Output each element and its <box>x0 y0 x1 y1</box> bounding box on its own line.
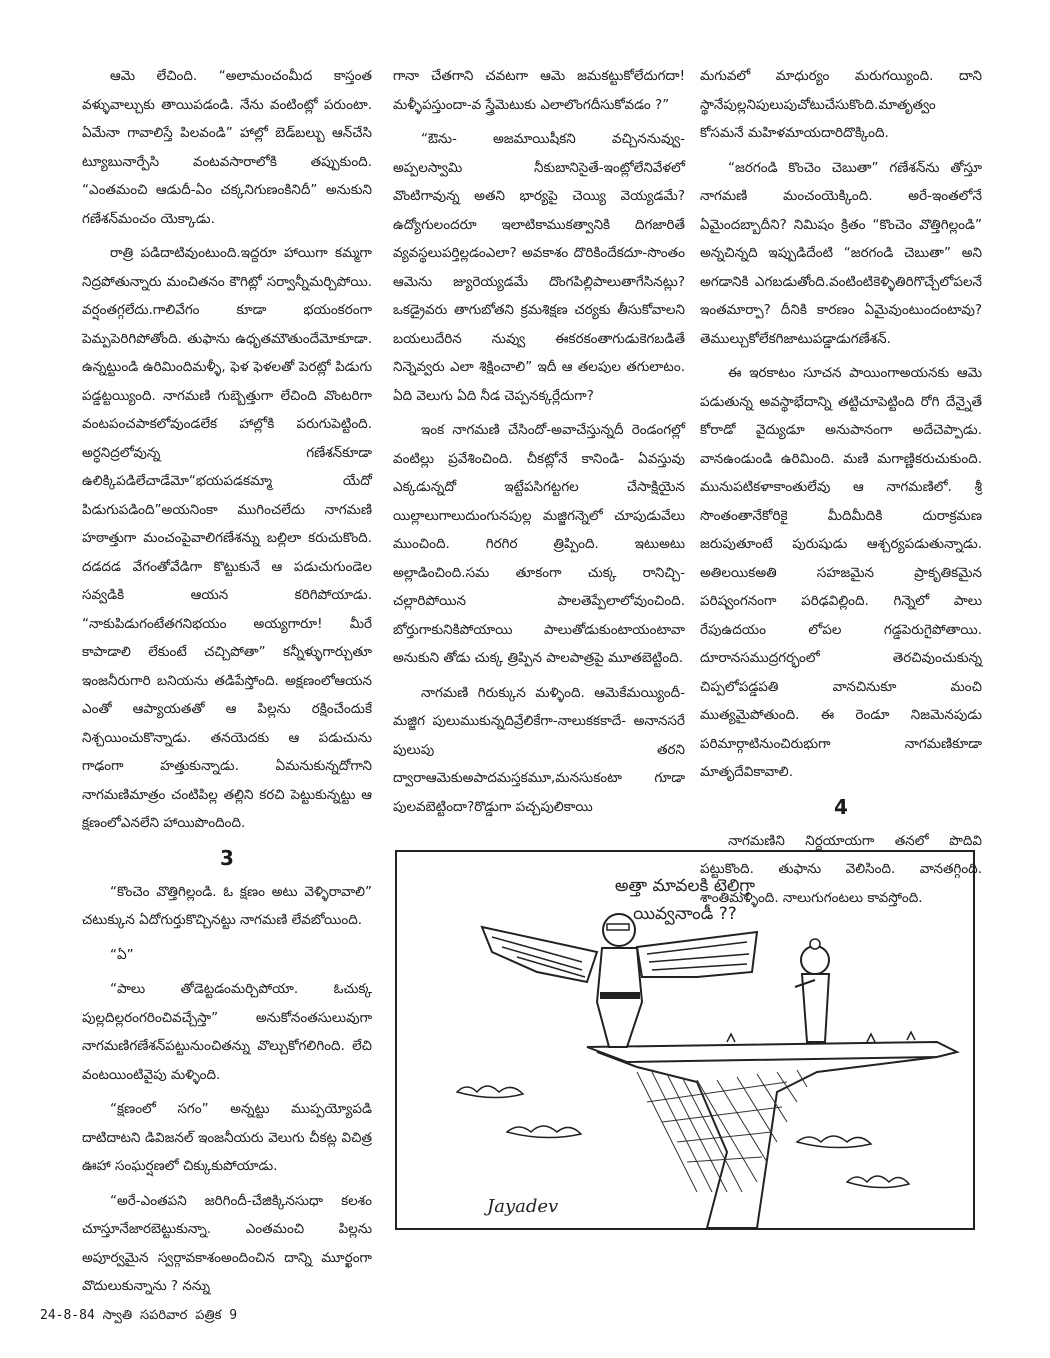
paragraph: మగువలో మాధుర్యం మరుగయ్యింది. దాని స్థానేపుల్లనిపులుపుచోటుచేసుకొంది.మాతృత్వం కోసమనే మహిళమాయదారిదొక్కింది. <box>700 68 982 141</box>
caption-line: యివ్వనాండీ ?? <box>633 904 737 924</box>
paragraph: “పాలు తోడెట్టడంమర్చిపోయా. ఓచుక్క పుల్లదిల్లరంగరించివచ్చేస్తా” అనుకోనంతసులువుగా నాగమణిగణేశన్‌పట్టునుంచితన్ను వొల్చుకోగలిగింది. లేచి వంటయింటివైపు మళ్ళింది. <box>82 981 372 1083</box>
paragraph: “క్షణంలో సగం” అన్నట్టు ముప్పయ్యోపడి దాటిదాటని డివిజనల్ ఇంజనీయరు వెలుగు చీకట్ల విచిత్ర ఊహా సంఘర్షణలో చిక్కుకుపోయాడు. <box>82 1101 372 1174</box>
clouds <box>457 1086 909 1188</box>
paragraph: నాగమణిని నిర్దయాయగా తనలో పొదివి పట్టుకొంది. తుఫాను వెలిసింది. వానతగ్గింది. శాంతిమళ్ళింది. నాలుగుగంటలు కావస్తోంది. <box>700 832 982 906</box>
cliff-face <box>597 1052 937 1228</box>
text-column-2 <box>393 62 685 827</box>
man-belt <box>600 992 640 999</box>
caption-line: అత్తా మావలకి టెలిగ్రా <box>614 876 756 896</box>
paragraph: “కొంచెం వొత్తిగిల్లండి. ఓ క్షణం అటు వెళ్ళిరావాలి” చటుక్కున ఏదోగుర్తుకొచ్చినట్టు నాగమణి లేవబోయింది. <box>82 883 372 928</box>
left-wing <box>482 927 597 982</box>
section-number: 3 <box>220 845 234 870</box>
paragraph: “ఔను- అజమాయిషీకని వచ్చిననువ్వు-అప్పలస్వామి నీకుబానిసైతే-ఇంట్లోలేనివేళలో వొంటిగావున్న అతని భార్యపై చెయ్యి వెయ్యడమే? ఉద్యోగులందరూ ఇలాటికాముకత్వానికి దిగజారితే వ్యవస్థలుపర్తిల్లడంఎలా? అవకాశం దొరికిందేకదూ-సొంతం ఆమెను జ్యురెయ్యడమే దొంగపిల్లిపాలుతాగేసినట్లు? ఒకడ్రైవరు తాగుబోతని క్రమశిక్షణ చర్యకు తీసుకోవాలని బయలుదేరిన నువ్వు ఈకరకంతాగుడుకెగబడితే నిన్నెవ్వరు ఎలా శిక్షించాలి” ఇదీ ఆ తలపుల తగులాటం. ఏది వెలుగు ఏది నీడ చెప్పనక్కర్లేదుగా? <box>393 131 685 404</box>
woman-head <box>801 946 829 974</box>
cartoon-illustration <box>395 850 975 1230</box>
paragraph: “జరగండి కొంచెం చెబుతా” గణేశన్‌ను తోస్తూ నాగమణి మంచంయెక్కింది. అరే-ఇంతలోనే ఏమైందబ్బాదీని? నిమిషం క్రితం “కొంచెం వొత్తిగిల్లండి” అన్నచిన్నది ఇప్పుడిదేంటి “జరగండి చెబుతా” అని అగడానికి ఎగబడుతోంది.వంటింటికెళ్ళితిరిగొచ్చేలోపలనే ఇంతమార్పా? దీనికి కారణం ఏమైవుంటుందంటావు? తెముల్చుకోలేకగిజాటుపడ్డాడుగణేశన్. <box>700 159 982 347</box>
page-footer: 24-8-84 స్వాతి సపరివార పత్రిక 9 <box>40 1308 238 1323</box>
paragraph: నాగమణి గిరుక్కున మళ్ళింది. ఆమెకేమయ్యిందీ- మజ్జిగ పులుముకున్నదివ్రేలికేగా-నాలుకకకాదే- అనానసరే పులుపు తరని ద్వారాఆమెకుఅపాదమస్తకమూ,మనసుకంటా గూడా పులవబెట్టిందా?రొడ్డుగా పచ్చపులికాయి <box>393 684 685 815</box>
paragraph: రాత్రి పడిదాటివుంటుంది.ఇద్దరూ హాయిగా కమ్మగా నిద్రపోతున్నారు మంచితనం కౌగిట్లో సర్వాన్నీమర్చిపోయి. వర్షంతగ్గలేదు.గాలివేగం కూడా భయంకరంగా పెమ్పపెరిగిపోతోంది. తుఫాను ఉధృతమౌతుందేమోకూడా. ఉన్నట్టుండి ఉరిమిందిమళ్ళీ, ఫెళ ఫెళలతో పెరట్లో పిడుగు పడ్డట్టయ్యింది. నాగమణి గుబ్బెత్తుగా లేచింది వొంటరిగా వంటపంచపాకలోవుండలేక హాల్లోకి పరుగుపెట్టింది. అర్ధనిద్రలోవున్న గణేశన్‌కూడా ఉలిక్కిపడిలేచాడేమో“భయపడకమ్మా యేదో పిడుగుపడింది”అయనింకా ముగించలేదు నాగమణి హఠాత్తుగా మంచంపైవాలిగణేశన్ను బల్లిలా కరుచుకొంది. దడదడ వేగంతోవేడిగా కొట్టుకునే ఆ పడుచుగుండెల సవ్వడికి ఆయన కరిగిపోయాడు. “నాకుపిడుగంటేతగనిభయం అయ్యగారూ! మీరే కాపాడాలి లేకుంటే చచ్చిపోతా” కన్నీళ్ళుగార్చుతూ ఇంజనీరుగారి బనియను తడిపేస్తోంది. అక్షణంలోఆయన ఎంతో ఆప్యాయతతో ఆ పిల్లను రక్షించేందుకే నిశ్చయించుకొన్నాడు. తనయెదకు ఆ పడుచును గాఢంగా హత్తుకున్నాడు. ఏమనుకున్నదోగాని నాగమణిమాత్రం చంటిపిల్ల తల్లిని కరచి పెట్టుకున్నట్టు ఆ క్షణంలోఎనలేని హాయిపొందింది. <box>82 245 372 831</box>
paragraph: గానా చేతగాని చవటగా ఆమె జమకట్టుకోలేదుగదా! మళ్ళీపస్తుందా-వ స్త్రేమెటుకు ఎలాలొంగదీసుకోవడం ?” <box>393 68 685 113</box>
paragraph: “ఏ” <box>110 946 134 963</box>
woman-body <box>802 974 829 1042</box>
woman-hair-bun <box>810 939 820 949</box>
section-number: 4 <box>834 794 848 819</box>
artist-signature: Jayadev <box>487 1196 559 1217</box>
text-column-1 <box>82 62 372 1307</box>
text-column-3 <box>700 62 982 918</box>
paragraph: “అరే-ఎంతపని జరిగిందీ-చేజిక్కినసుధా కలశం చూస్తూనేజారబెట్టుకున్నా. ఎంతమంచి పిల్లను అపూర్వమైన స్వర్గావకాశంఅందించిన దాన్ని మూర్ఖంగా వొదులుకున్నాను ? నన్ను <box>82 1192 372 1294</box>
cliff-edge <box>587 1042 957 1062</box>
paragraph: ఈ ఇరకాటం సూచన పాయింగాఅయనకు ఆమె పడుతున్న అవస్థాభేదాన్ని తట్టిచూపెట్టింది రోగి దేన్నైతే కోరాడో వైద్యుడూ అనుపానంగా అదేచెప్పాడు. వానఉండుండి ఉరిమింది. మణి మగాణ్ణికరుచుకుంది. మునుపటికళాకాంతులేవు ఆ నాగమణిలో. శ్రీ సొంతంతానేకోరికై మీదిమీదికి దురాక్రమణ జరుపుతూంటే పురుషుడు ఆశ్చర్యపడుతున్నాడు. అతిలయికఅతి సహజమైన ప్రాకృతికమైన పరిష్వంగనంగా పరిఢవిల్లింది. గిన్నెలో పాలు రేపుఉదయం లోపల గడ్డపెరుగైపోతాయి. దూరానసముద్రగర్భంలో తెరచివుంచుకున్న చిప్పలోపడ్డపతి వానచినుకూ మంచి ముత్యమైపోతుంది. ఈ రెండూ నిజమెనపుడు పరిమార్గాటినుంచిరుభుగా నాగమణికూడా మాతృదేవికావాలి. <box>700 365 982 780</box>
paragraph: ఇంక నాగమణి చేసిందో-అవాచేస్తున్నదీ రెండంగల్లో వంటిల్లు ప్రవేశించింది. చీకట్లోనే కానిండి- ఏవస్తువు ఎక్కడున్నదో ఇట్టేపసిగట్టగల చేసాక్షియైన యిల్లాలుగాలుదుంగునపుల్ల మజ్జిగన్నెలో చూపుడువేలు ముంచింది. గిరగిర త్రిప్పింది. ఇటుఅటు అల్లాడించింది.సమ తూకంగా చుక్క రానిచ్చి-చల్లారిపోయిన పాలతెప్పేలాలోవుంచింది. బోర్తుగాకునికిపోయాయి పాలుతోడుకుంటాయంటావా అనుకుని తోడు చుక్క త్రిప్పిన పాలపాత్రపై మూతబెట్టింది. <box>393 422 685 666</box>
paragraph: ఆమె లేచింది. “అలామంచంమీద కాస్తంత వళ్ళువాల్చుకు తాయిపడండి. నేను వంటింట్లో పరుంటా. ఏమేనా గావాలిస్తే పిలవండి” హాల్లో బెడ్‌బల్బు ఆన్‌చేసి ట్యూబునార్పేసి వంటవసారాలోకి తప్పుకుంది. “ఎంతమంచి ఆడుదీ-ఏం చక్కనిగుణంకినిదీ” అనుకుని గణేశన్‌మంచం యెక్కాడు. <box>82 68 372 227</box>
cartoon-drawing <box>397 852 973 1228</box>
